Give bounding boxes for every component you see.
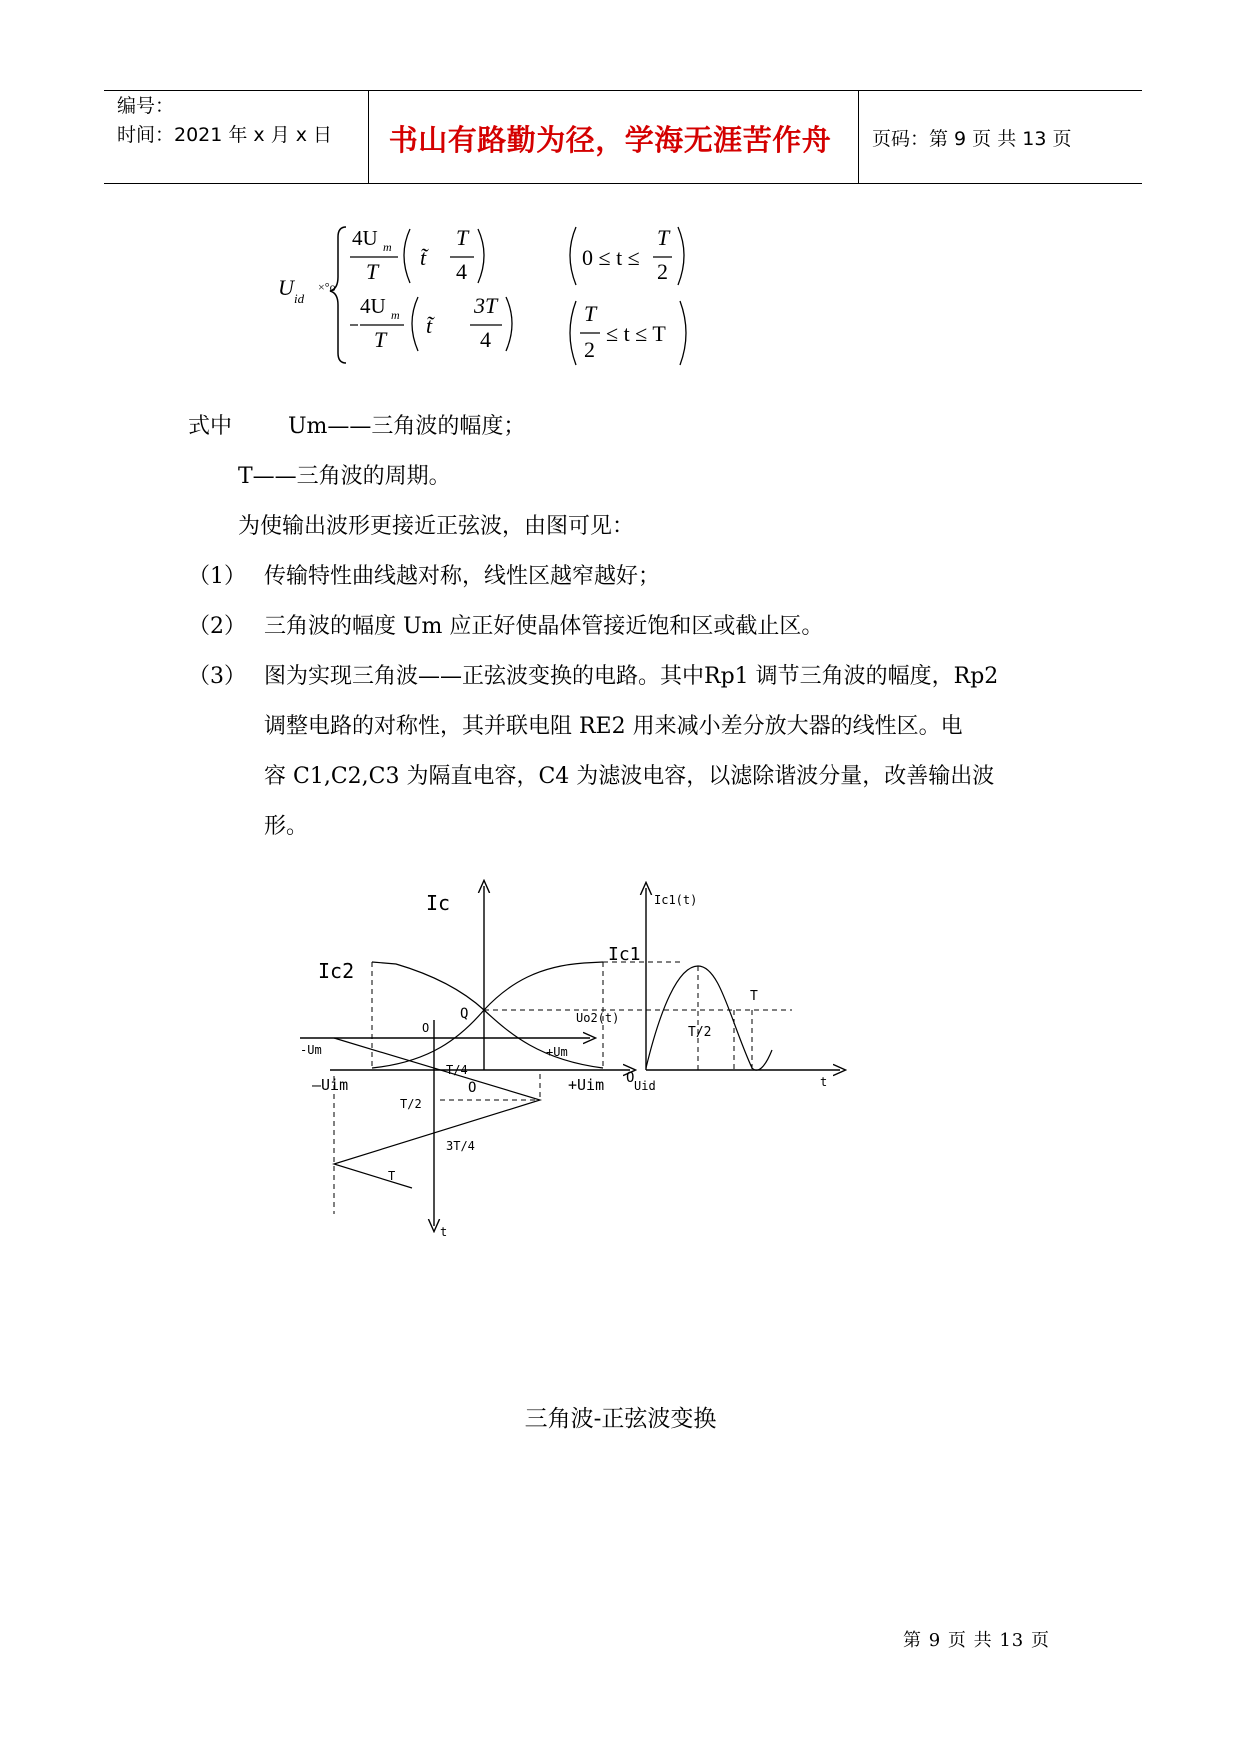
header-page-info: 页码：第 9 页 共 13 页	[872, 128, 1072, 150]
item-1-number: （1）	[188, 564, 246, 589]
page-footer: 第 9 页 共 13 页	[903, 1630, 1050, 1651]
t-half-label: T/2	[688, 1025, 712, 1040]
item-3-line-4: 形。	[264, 814, 309, 839]
item-3-line-2: 调整电路的对称性，其并联电阻 RE2 用来减小差分放大器的线性区。电	[264, 714, 963, 739]
ic1t-label: Ic1(t)	[654, 893, 698, 907]
ic-label: Ic	[426, 891, 451, 915]
formula-lhs: U	[278, 275, 294, 300]
body-line-3: 为使输出波形更接近正弦波，由图可见：	[238, 514, 635, 539]
body-line-2: T——三角波的周期。	[238, 464, 451, 489]
row1-paren-left	[404, 229, 410, 283]
row2-frac-num: 4U	[360, 294, 386, 318]
row1-cond-paren-left	[570, 227, 576, 285]
item-3-line-3: 容 C1,C2,C3 为隔直电容，C4 为滤波电容，以滤除谐波分量，改善输出波	[264, 764, 995, 789]
origin-label-1: O	[468, 1080, 477, 1096]
ic2-label: Ic2	[318, 959, 355, 983]
neg-um-label: -Um	[300, 1043, 322, 1057]
row2-frac-num-sub: m	[391, 308, 400, 322]
row2-cond-paren-right	[680, 301, 686, 365]
triangle-wave	[334, 1038, 540, 1188]
header-divider-left	[368, 90, 369, 183]
item-3-number: （3）	[188, 664, 246, 689]
t-3quarter-label: 3T/4	[446, 1139, 475, 1153]
uid-label: Uid	[634, 1079, 656, 1093]
row1-frac-num-sub: m	[383, 240, 392, 254]
row2-inner-num: 3T	[474, 293, 498, 318]
q-label: Q	[460, 1006, 469, 1022]
formula-glyph: ×°o	[318, 280, 336, 294]
row1-paren-right	[478, 229, 484, 283]
pos-uim-label: +Uim	[568, 1076, 605, 1094]
header-meta	[117, 92, 332, 150]
formula-brace	[330, 227, 346, 363]
t-period-label-2: T	[388, 1169, 396, 1183]
row2-inner-den: 4	[480, 327, 491, 352]
row2-paren-right	[506, 297, 512, 351]
row2-cond-den: 2	[584, 337, 595, 362]
ic2-curve	[372, 962, 603, 1068]
item-2-number: （2）	[188, 614, 246, 639]
ic1-curve	[372, 962, 603, 1068]
document-time: 时间：2021 年 x 月 x 日	[117, 124, 333, 146]
t-axis-label: t	[820, 1075, 828, 1089]
triangle-sine-diagram	[300, 870, 960, 1390]
header-motto: 书山有路勤为径，学海无涯苦作舟	[388, 123, 832, 157]
item-3-line-1: 图为实现三角波——正弦波变换的电路。其中Rp1 调节三角波的幅度，Rp2	[264, 664, 999, 689]
row2-cond-paren-left	[570, 301, 576, 365]
origin-label-2: O	[626, 1070, 635, 1086]
row1-frac-den: T	[366, 259, 379, 284]
row1-cond-paren-right	[678, 227, 684, 285]
document-number-label: 编号：	[117, 95, 175, 117]
figure-caption: 三角波-正弦波变换	[524, 1406, 717, 1432]
row2-cond: ≤ t ≤ T	[606, 321, 666, 346]
header-divider-right	[858, 90, 859, 183]
header-top-rule	[104, 90, 1142, 91]
row1-inner-den: 4	[456, 259, 467, 284]
neg-uim-label: —Uim	[312, 1076, 349, 1094]
row1-cond: 0 ≤ t ≤	[582, 245, 640, 270]
row1-frac-num: 4U	[352, 226, 378, 250]
t-quarter-label: T/4	[446, 1063, 468, 1077]
row2-var: t̃	[426, 313, 433, 338]
row2-frac-den: T	[374, 327, 387, 352]
body-line-1-prefix: 式中	[188, 414, 233, 439]
header-bottom-rule	[104, 183, 1142, 184]
uo2t-label: Uo2(t)	[576, 1011, 620, 1025]
t-half-label-2: T/2	[400, 1097, 422, 1111]
sine-curve	[646, 966, 772, 1070]
row1-var: t̃	[420, 245, 427, 270]
row1-cond-den: 2	[657, 259, 668, 284]
item-1-text: 传输特性曲线越对称，线性区越窄越好；	[264, 564, 661, 589]
origin-label-3: O	[422, 1021, 430, 1035]
row1-cond-num: T	[657, 225, 670, 250]
pos-um-label: +Um	[546, 1045, 568, 1059]
piecewise-formula	[270, 215, 710, 375]
t-period-label: T	[750, 989, 758, 1004]
t-axis-label-2: t	[440, 1225, 448, 1239]
row2-paren-left	[412, 297, 418, 351]
row1-inner-num: T	[456, 225, 469, 250]
ic1-label: Ic1	[608, 944, 641, 965]
formula-lhs-sub: id	[294, 291, 305, 306]
body-line-1: Um——三角波的幅度；	[288, 414, 526, 439]
item-2-text: 三角波的幅度 Um 应正好使晶体管接近饱和区或截止区。	[264, 614, 824, 639]
row2-cond-num: T	[584, 301, 597, 326]
